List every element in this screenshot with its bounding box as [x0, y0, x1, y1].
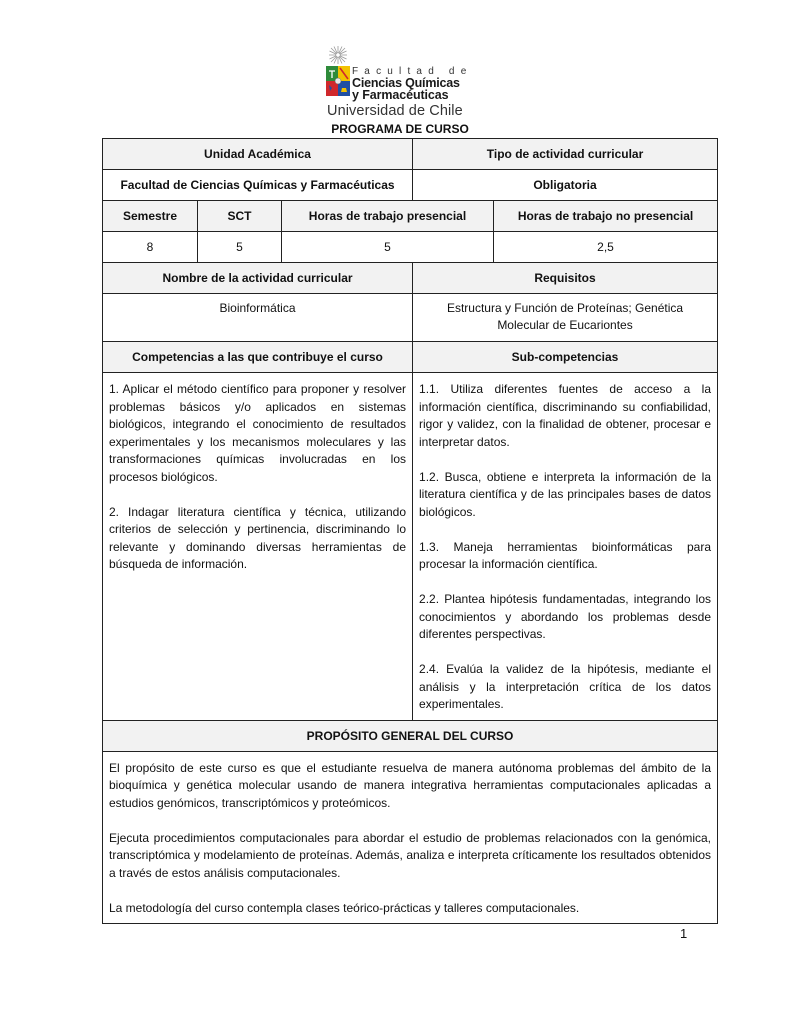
course-program-table: [102, 138, 718, 924]
table-row: [103, 720, 718, 751]
table-row: [103, 201, 718, 232]
table-row: [103, 232, 718, 263]
logo-farmaceuticas-text: y Farmacéuticas: [352, 88, 449, 102]
requisitos-header: Requisitos: [413, 263, 718, 294]
sct-header: SCT: [198, 201, 282, 232]
university-crest-icon: [323, 44, 353, 104]
subcompetencias-header: Sub-competencias: [413, 342, 718, 373]
logo-text: [352, 66, 472, 101]
proposito-header: PROPÓSITO GENERAL DEL CURSO: [103, 720, 718, 751]
faculty-logo: [323, 44, 483, 122]
subcompetencia-item: 2.2. Plantea hipótesis fundamentadas, integrando los conocimientos y abordando los problemas desde diferentes perspectivas.: [419, 592, 712, 641]
sct-value: 5: [198, 232, 282, 263]
proposito-cell: [103, 751, 718, 924]
tipo-actividad-header: Tipo de actividad curricular: [413, 139, 718, 170]
subcompetencia-item: 1.3. Maneja herramientas bioinformáticas para procesar la información científica.: [419, 539, 712, 571]
logo-ciencias-text: Ciencias Químicas: [352, 76, 460, 90]
table-row: [103, 139, 718, 170]
horas-no-presencial-header: Horas de trabajo no presencial: [494, 201, 718, 232]
competencia-item: 1. Aplicar el método científico para proponer y resolver problemas básicos y/o aplicados en sistemas biológicos, integrando el conocimiento de resultados experimentales y los mecanismos moleculares y las transformaciones químicas involucradas en los procesos biológicos.: [109, 382, 407, 484]
horas-no-presencial-value: 2,5: [494, 232, 718, 263]
nombre-actividad-header: Nombre de la actividad curricular: [103, 263, 413, 294]
unidad-academica-header: Unidad Académica: [103, 139, 413, 170]
requisitos-value: Estructura y Función de Proteínas; Genética Molecular de Eucariontes: [413, 294, 718, 342]
subcompetencias-cell: [413, 373, 718, 721]
table-row: [103, 373, 718, 721]
table-row: [103, 263, 718, 294]
table-row: [103, 294, 718, 342]
page-number: 1: [680, 926, 688, 941]
proposito-paragraph: La metodología del curso contempla clases teórico-prácticas y talleres computacionales.: [109, 900, 580, 915]
subcompetencia-item: 1.2. Busca, obtiene e interpreta la información de la literatura científica y de las principales bases de datos biológicos.: [419, 469, 712, 519]
logo-facultad-text: Facultad de: [352, 66, 473, 77]
subcompetencia-item: 1.1. Utiliza diferentes fuentes de acceso a la información científica, discriminando su confiabilidad, rigor y validez, con la finalidad de obtener, procesar e interpretar datos.: [419, 382, 712, 449]
table-row: [103, 751, 718, 924]
semestre-header: Semestre: [103, 201, 198, 232]
unidad-academica-value: Facultad de Ciencias Químicas y Farmacéuticas: [103, 170, 413, 201]
semestre-value: 8: [103, 232, 198, 263]
nombre-actividad-value: Bioinformática: [103, 294, 413, 342]
university-name: Universidad de Chile: [327, 103, 463, 119]
competencias-header: Competencias a las que contribuye el curso: [103, 342, 413, 373]
competencias-cell: [103, 373, 413, 721]
table-row: [103, 170, 718, 201]
competencia-item: 2. Indagar literatura científica y técnica, utilizando criterios de selección y pertinencia, discriminando lo relevante y dominando diversas herramientas de búsqueda de información.: [109, 504, 407, 571]
horas-presencial-header: Horas de trabajo presencial: [282, 201, 494, 232]
tipo-actividad-value: Obligatoria: [413, 170, 718, 201]
subcompetencia-item: 2.4. Evalúa la validez de la hipótesis, mediante el análisis y la interpretación crítica de los datos experimentales.: [419, 662, 712, 711]
document-title: PROGRAMA DE CURSO: [331, 122, 469, 136]
proposito-paragraph: Ejecuta procedimientos computacionales para abordar el estudio de problemas relacionados con la genómica, transcriptómica y modelamiento de proteínas. Además, analiza e interpreta críticamente los resultados obtenidos a través de estos análisis computacionales.: [109, 830, 712, 880]
table-row: [103, 342, 718, 373]
horas-presencial-value: 5: [282, 232, 494, 263]
proposito-paragraph: El propósito de este curso es que el estudiante resuelva de manera autónoma problemas del ámbito de la bioquímica y genética molecular usando de manera integrativa herramientas computacionales aplicadas a estudios genómicos, transcriptómicos y proteómicos.: [109, 760, 712, 810]
